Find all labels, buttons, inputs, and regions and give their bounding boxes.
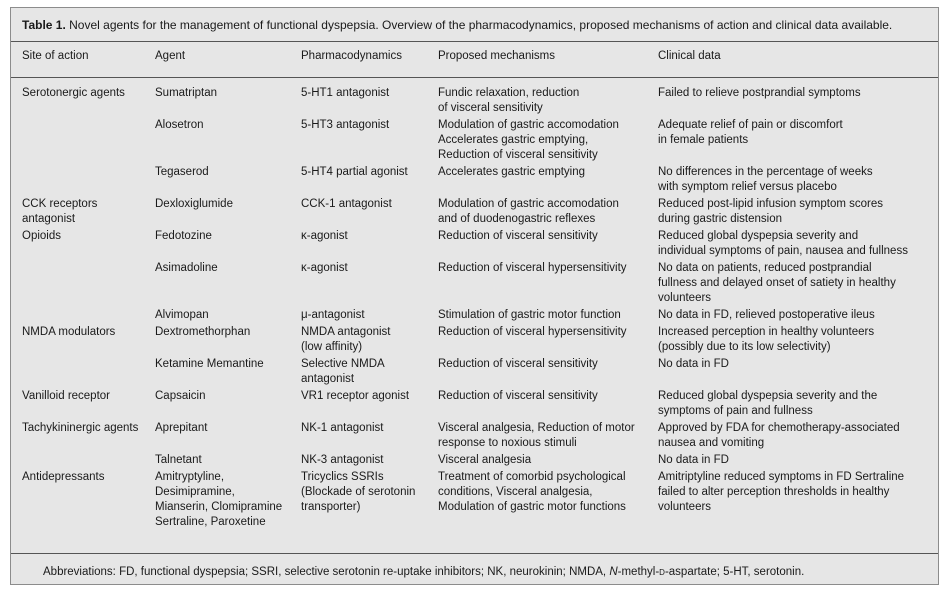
header-agent: Agent [155, 50, 186, 62]
cell-proposed-mechanisms: Visceral analgesia, Reduction of motor response to noxious stimuli [438, 422, 635, 449]
cell-clinical-data: Adequate relief of pain or discomfort in female patients [658, 119, 843, 146]
cell-site-of-action [11, 259, 144, 306]
cell-pharmacodynamics: NK-1 antagonist [301, 422, 384, 434]
cell-site-of-action: Opioids [22, 230, 61, 242]
cell-proposed-mechanisms: Reduction of visceral sensitivity [438, 390, 598, 402]
cell-site-of-action [11, 306, 144, 323]
cell-clinical-data: No differences in the percentage of weeks with symptom relief versus placebo [658, 166, 873, 193]
agents-table [11, 45, 938, 530]
table-body [11, 74, 938, 530]
cell-pharmacodynamics: κ-agonist [301, 262, 348, 274]
cell-proposed-mechanisms: Modulation of gastric accomodation and of duodenogastric reflexes [438, 198, 619, 225]
cell-pharmacodynamics: Selective NMDA antagonist [301, 358, 385, 385]
cell-proposed-mechanisms: Stimulation of gastric motor function [438, 309, 621, 321]
table-row [11, 451, 938, 468]
cell-agent: Ketamine Memantine [155, 358, 264, 370]
header-site-of-action: Site of action [22, 50, 89, 62]
cell-clinical-data: Amitriptyline reduced symptoms in FD Sertraline failed to alter perception thresholds in healthy volunteers [658, 471, 905, 513]
table-row [11, 355, 938, 387]
header-row [11, 45, 938, 74]
cell-pharmacodynamics: κ-agonist [301, 230, 348, 242]
cell-pharmacodynamics: NMDA antagonist (low affinity) [301, 326, 391, 353]
table-row [11, 419, 938, 451]
table-row [11, 323, 938, 355]
cell-agent: Talnetant [155, 454, 202, 466]
cell-site-of-action: NMDA modulators [22, 326, 116, 338]
cell-clinical-data: Reduced post-lipid infusion symptom scores during gastric distension [658, 198, 883, 225]
cell-agent: Asimadoline [155, 262, 218, 274]
cell-site-of-action [11, 116, 144, 163]
table-row [11, 387, 938, 419]
bottom-rule [11, 553, 938, 554]
header-clinical-data: Clinical data [658, 50, 721, 62]
cell-pharmacodynamics: μ-antagonist [301, 309, 365, 321]
cell-site-of-action: Serotonergic agents [22, 87, 125, 99]
table-row [11, 306, 938, 323]
cell-clinical-data: No data on patients, reduced postprandial fullness and delayed onset of satiety in healthy volunteers [658, 262, 896, 304]
cell-site-of-action: CCK receptors antagonist [22, 198, 98, 225]
table-row [11, 227, 938, 259]
caption-text: Novel agents for the management of functional dyspepsia. Overview of the pharmacodynamics, proposed mechanisms of action and clinical data available. [69, 18, 893, 32]
cell-agent: Alosetron [155, 119, 204, 131]
abbreviations-footnote [43, 565, 804, 579]
header-pharmacodynamics: Pharmacodynamics [301, 50, 402, 62]
cell-clinical-data: No data in FD [658, 454, 729, 466]
cell-proposed-mechanisms: Fundic relaxation, reduction of visceral sensitivity [438, 87, 580, 114]
cell-pharmacodynamics: CCK-1 antagonist [301, 198, 392, 210]
cell-proposed-mechanisms: Modulation of gastric accomodation Accelerates gastric emptying, Reduction of visceral sensitivity [438, 119, 619, 161]
cell-clinical-data: Increased perception in healthy volunteers (possibly due to its low selectivity) [658, 326, 875, 353]
cell-agent: Dexloxiglumide [155, 198, 233, 210]
footnote-smallcaps: d [659, 566, 665, 578]
table-row [11, 163, 938, 195]
cell-agent: Amitryptyline, Desimipramine, Mianserin, Clomipramine Sertraline, Paroxetine [155, 471, 283, 528]
cell-pharmacodynamics: NK-3 antagonist [301, 454, 384, 466]
table-row [11, 195, 938, 227]
cell-agent: Dextromethorphan [155, 326, 251, 338]
cell-proposed-mechanisms: Treatment of comorbid psychological conditions, Visceral analgesia, Modulation of gastric motor functions [438, 471, 626, 513]
cell-pharmacodynamics: 5-HT1 antagonist [301, 87, 390, 99]
header-proposed-mechanisms: Proposed mechanisms [438, 50, 555, 62]
cell-site-of-action: Antidepressants [22, 471, 105, 483]
cell-agent: Sumatriptan [155, 87, 218, 99]
caption-label: Table 1. [22, 18, 66, 32]
cell-site-of-action [11, 451, 144, 468]
cell-site-of-action [11, 163, 144, 195]
footnote-text-1: Abbreviations: FD, functional dyspepsia; SSRI, selective serotonin re-uptake inhibitors; NK, neurokinin; NMDA, [43, 566, 610, 578]
cell-proposed-mechanisms: Reduction of visceral hypersensitivity [438, 326, 627, 338]
cell-clinical-data: No data in FD [658, 358, 729, 370]
cell-clinical-data: No data in FD, relieved postoperative ileus [658, 309, 875, 321]
cell-clinical-data: Reduced global dyspepsia severity and individual symptoms of pain, nausea and fullness [658, 230, 908, 257]
cell-pharmacodynamics: 5-HT3 antagonist [301, 119, 390, 131]
table-panel [10, 7, 939, 585]
cell-proposed-mechanisms: Reduction of visceral sensitivity [438, 358, 598, 370]
cell-site-of-action: Tachykininergic agents [22, 422, 139, 434]
cell-site-of-action [11, 355, 144, 387]
cell-pharmacodynamics: VR1 receptor agonist [301, 390, 410, 402]
cell-agent: Alvimopan [155, 309, 209, 321]
footnote-text-2: -methyl- [617, 566, 660, 578]
table-header [11, 45, 938, 74]
table-caption [22, 18, 932, 32]
table-row [11, 74, 938, 116]
cell-agent: Capsaicin [155, 390, 206, 402]
footnote-italic: N [609, 566, 618, 578]
cell-site-of-action: Vanilloid receptor [22, 390, 111, 402]
table-row [11, 259, 938, 306]
table-row [11, 116, 938, 163]
cell-agent: Fedotozine [155, 230, 212, 242]
table-row [11, 468, 938, 530]
cell-agent: Aprepitant [155, 422, 208, 434]
cell-proposed-mechanisms: Visceral analgesia [438, 454, 532, 466]
cell-agent: Tegaserod [155, 166, 209, 178]
cell-pharmacodynamics: Tricyclics SSRIs (Blockade of serotonin transporter) [301, 471, 416, 513]
cell-proposed-mechanisms: Reduction of visceral sensitivity [438, 230, 598, 242]
top-rule [11, 41, 938, 42]
cell-clinical-data: Failed to relieve postprandial symptoms [658, 87, 861, 99]
cell-clinical-data: Approved by FDA for chemotherapy-associated nausea and vomiting [658, 422, 900, 449]
cell-pharmacodynamics: 5-HT4 partial agonist [301, 166, 408, 178]
cell-clinical-data: Reduced global dyspepsia severity and the symptoms of pain and fullness [658, 390, 878, 417]
cell-proposed-mechanisms: Accelerates gastric emptying [438, 166, 586, 178]
cell-proposed-mechanisms: Reduction of visceral hypersensitivity [438, 262, 627, 274]
footnote-text-3: -aspartate; 5-HT, serotonin. [664, 566, 805, 578]
